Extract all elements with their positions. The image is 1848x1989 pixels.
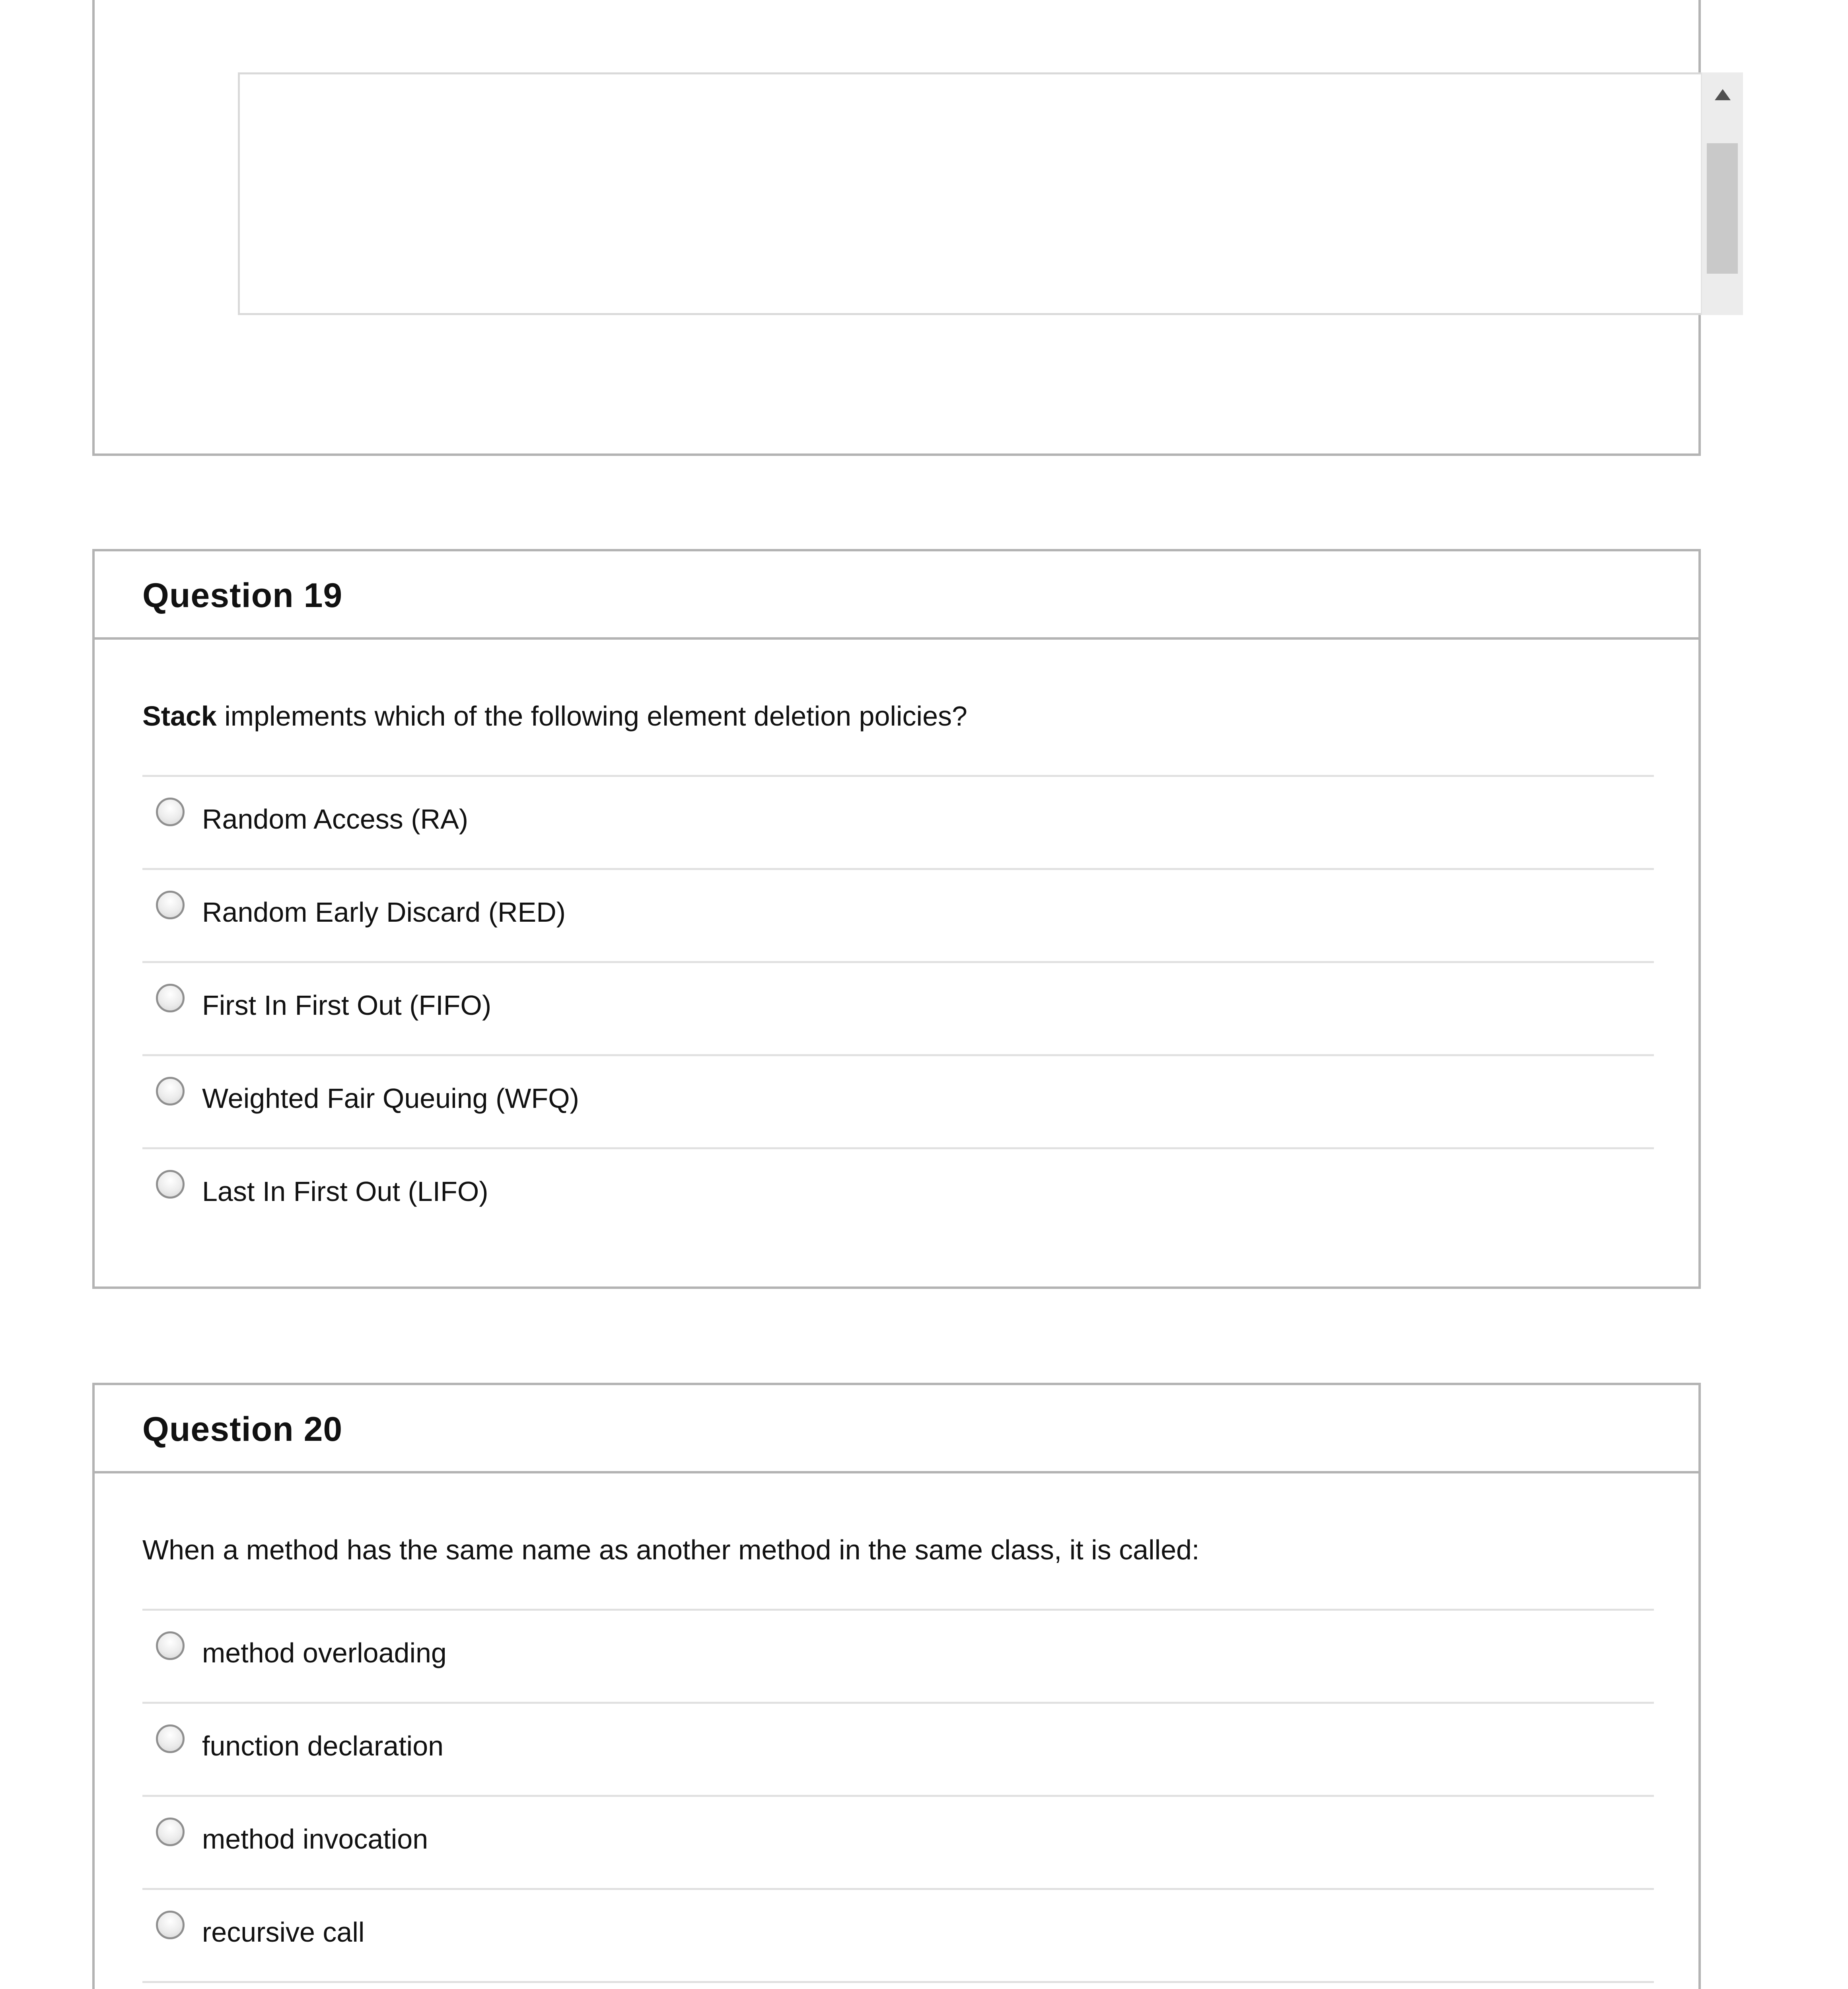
question-header (95, 551, 1698, 640)
answer-option-label[interactable]: recursive call (202, 1917, 365, 1948)
answer-options (142, 775, 1654, 1240)
answer-option[interactable] (142, 868, 1654, 961)
answer-option[interactable] (142, 961, 1654, 1054)
question-20-card (92, 1383, 1701, 1989)
radio-button-icon[interactable] (156, 891, 185, 919)
essay-scrollbar[interactable] (1701, 72, 1743, 315)
answer-option-label[interactable]: Last In First Out (LIFO) (202, 1176, 488, 1207)
answer-option-label[interactable]: First In First Out (FIFO) (202, 990, 492, 1021)
answer-option[interactable] (142, 1981, 1654, 1989)
radio-button-icon[interactable] (156, 1077, 185, 1105)
question-19-card (92, 549, 1701, 1289)
answer-option[interactable] (142, 1702, 1654, 1795)
radio-button-icon[interactable] (156, 1170, 185, 1199)
answer-option-label[interactable]: Random Early Discard (RED) (202, 897, 566, 928)
prompt-bold-term: Stack (142, 701, 217, 732)
answer-option[interactable] (142, 775, 1654, 868)
radio-button-icon[interactable] (156, 1911, 185, 1939)
question-title: Question 20 (142, 1410, 343, 1448)
radio-button-icon[interactable] (156, 1631, 185, 1660)
answer-option[interactable] (142, 1054, 1654, 1147)
answer-option-label[interactable]: function declaration (202, 1730, 444, 1761)
answer-option[interactable] (142, 1147, 1654, 1240)
radio-button-icon[interactable] (156, 1818, 185, 1846)
prompt-text: implements which of the following element deletion policies? (216, 701, 967, 732)
question-prompt (142, 700, 967, 732)
answer-option-label[interactable]: Weighted Fair Queuing (WFQ) (202, 1083, 579, 1114)
radio-button-icon[interactable] (156, 1724, 185, 1753)
answer-option-label[interactable]: method invocation (202, 1824, 428, 1855)
radio-button-icon[interactable] (156, 984, 185, 1012)
answer-option-label[interactable]: method overloading (202, 1637, 447, 1668)
scroll-up-arrow-icon[interactable] (1715, 89, 1731, 100)
essay-answer-textarea[interactable] (238, 72, 1743, 315)
question-title: Question 19 (142, 576, 343, 615)
question-header (95, 1385, 1698, 1473)
answer-option[interactable] (142, 1795, 1654, 1888)
scroll-thumb[interactable] (1707, 143, 1738, 274)
previous-question-card (92, 0, 1701, 456)
answer-options (142, 1609, 1654, 1989)
question-prompt (142, 1534, 1200, 1566)
prompt-text: When a method has the same name as another method in the same class, it is called: (142, 1534, 1200, 1565)
radio-button-icon[interactable] (156, 798, 185, 826)
answer-option-label[interactable]: Random Access (RA) (202, 804, 469, 835)
answer-option[interactable] (142, 1609, 1654, 1702)
answer-option[interactable] (142, 1888, 1654, 1981)
